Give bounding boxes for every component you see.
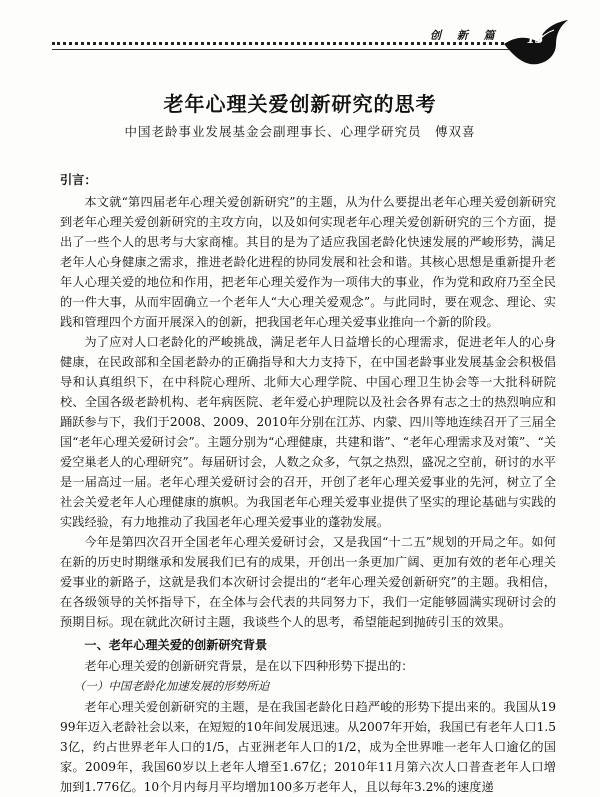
intro-label: 引言： — [60, 173, 97, 187]
subsection-heading: （一）中国老龄化加速发展的形势所迫 — [73, 679, 270, 693]
section-label: 创 新 篇 — [430, 29, 501, 42]
page-header — [0, 0, 600, 66]
author-byline: 中国老龄事业发展基金会副理事长、心理学研究员 傅双喜 — [124, 124, 476, 139]
article-body — [60, 170, 556, 797]
header-rule — [52, 49, 522, 50]
paragraph: 为了应对人口老龄化的严峻挑战，满足老年人日益增长的心理需求，促进老年人的心身健康，在民政部和全国老龄办的正确指导和大力支持下，在中国老龄事业发展基金会积极倡导和认真组织下，在中科院心理所、北师大心理学院、中国心理卫生协会等一大批科研院校、全国各级老龄机构、老年病医院、老年爱心护理院以及社会各界有志之士的热烈响应和踊跃参与下，我们于2008、2009、2010年分别在江苏、内蒙、四川等地连续召开了三届全国“老年心理关爱研讨会”。主题分别为“心理健康，共建和谐”、“老年心理需求及对策”、“关爱空巢老人的心理研究”。每届研讨会，人数之众多，气氛之热烈，盛况之空前，研讨的水平是一届高过一届。老年心理关爱研讨会的召开，开创了老年心理关爱事业的先河，树立了全社会关爱老年人心理健康的旗帜。为我国老年心理关爱事业提供了坚实的理论基础与实践的实践经验，有力地推动了我国老年心理关爱事业的蓬勃发展。 — [60, 335, 556, 529]
page-number: 13 — [526, 32, 544, 46]
paragraph: 本文就“第四届老年心理关爱创新研究”的主题，从为什么要提出老年心理关爱创新研究到老年心理关爱创新研究的主攻方向，以及如何实现老年心理关爱创新研究的三个方面，提出了一些个人的思考与大家商榷。其目的是为了适应我国老龄化快速发展的严峻形势，满足老年人心身健康之需求，推进老龄化进程的协同发展和社会和谐。其核心思想是重新提升老年人心理关爱的地位和作用，把老年心理关爱作为一项伟大的事业，作为党和政府乃至全民的一件大事，从而牢固确立一个老年人“大心理关爱观念”。与此同时，要在观念、理论、实践和管理四个方面开展深入的创新，把我国老年心理关爱事业推向一个新的阶段。 — [60, 195, 556, 329]
section-heading: 一、老年心理关爱的创新研究背景 — [84, 638, 268, 652]
article-title: 老年心理关爱创新研究的思考 — [163, 92, 437, 116]
paragraph: 今年是第四次召开全国老年心理关爱研讨会，又是我国“十二五”规划的开局之年。如何在新的历史时期继承和发展我们已有的成果，开创出一条更加广阔、更加有效的老年心理关爱事业的新路子，这就是我们本次研讨会提出的“老年心理关爱创新研究”的主题。我相信，在各级领导的关怀指导下，在全体与会代表的共同努力下，我们一定能够圆满实现研讨会的预期目标。现在就此次研讨主题，我谈些个人的思考，希望能起到抛砖引玉的效果。 — [60, 535, 556, 629]
paragraph: 老年心理关爱的创新研究背景，是在以下四种形势下提出的： — [84, 659, 414, 673]
paragraph: 老年心理关爱创新研究的主题，是在我国老龄化日趋严峻的形势下提出来的。我国从1999年迈入老龄社会以来，在短短的10年间发展迅速。从2007年开始，我国已有老年人口1.53亿，约占世界老年人口的1/5，占亚洲老年人口的1/2，成为全世界唯一老年人口逾亿的国家。2009年，我国60岁以上老年人增至1.67亿；2010年11月第六次人口普查老年人口增加到1.776亿。10个月内每月平均增加100多万老年人，且以每年3.2%的速度递 — [60, 700, 556, 794]
